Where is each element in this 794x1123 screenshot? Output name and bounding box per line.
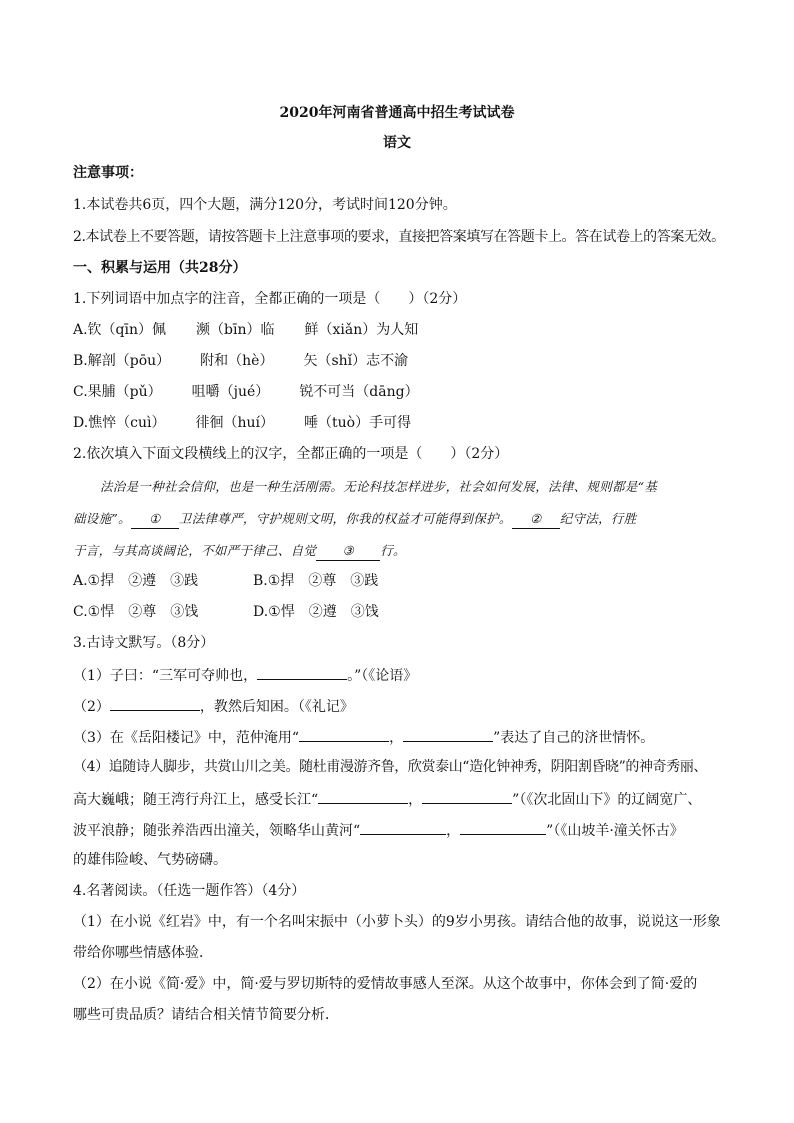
item-text: （2）	[73, 699, 110, 715]
section-heading: 一、积累与运用（共28分）	[73, 260, 247, 276]
answer-blank	[422, 789, 512, 804]
option-part: ②尊	[128, 604, 157, 620]
item-text: ，教然后知困。（《礼记》	[199, 699, 354, 715]
q2-options-row	[73, 603, 379, 621]
answer-blank	[403, 727, 493, 742]
option-part: B.解剖（pōu）	[73, 353, 171, 369]
q3-item-2	[73, 696, 354, 716]
note-item: 2.本试卷上不要答题，请按答题卡上注意事项的要求，直接把答案填写在答题卡上。答在试卷上的答案无效。	[73, 229, 725, 245]
q3-item-4-line: （4）追随诗人脚步，共赏山川之美。随杜甫漫游齐鲁，欣赏泰山“造化钟神秀，阴阳割昏晓”的神奇秀丽、	[73, 759, 708, 775]
answer-blank	[110, 696, 200, 711]
answer-blank	[360, 820, 446, 835]
q1-option-d	[73, 414, 411, 432]
blank-number: ③	[316, 542, 380, 561]
option-part: ③饯	[350, 604, 379, 620]
answer-blank	[257, 665, 347, 680]
option-part: ②遵	[128, 573, 157, 589]
passage-text: 行。	[380, 543, 406, 558]
item-text: ，	[408, 792, 423, 808]
option-part: 附和（hè）	[200, 353, 274, 369]
option-part: ③饯	[170, 604, 199, 620]
option-part: 咀嚼（jué）	[191, 384, 270, 400]
blank-number: ①	[131, 510, 179, 529]
option-part: ③践	[170, 573, 199, 589]
passage-text: 于言，与其高谈阔论，不如严于律己、自觉	[73, 543, 317, 558]
item-text: （1）子曰：“三军可夺帅也，	[73, 668, 258, 684]
item-text: ”表达了自己的济世情怀。	[493, 730, 655, 746]
option-part: B.①捍	[253, 573, 295, 589]
passage-line	[73, 510, 637, 529]
item-text: ，	[389, 730, 404, 746]
option-part: D.①悍	[253, 604, 295, 620]
option-part: ②尊	[308, 573, 337, 589]
notes-heading: 注意事项：	[73, 165, 143, 181]
passage-line	[73, 542, 406, 561]
question-1-stem: 1.下列词语中加点字的注音，全都正确的一项是（ ）（2分）	[73, 291, 467, 307]
item-text: ”（《山坡羊·潼关怀古》	[546, 823, 684, 839]
item-text: 高大巍峨；随王湾行舟江上，感受长江“	[73, 792, 319, 808]
item-text: 波平浪静；随张养浩西出潼关，领略华山黄河“	[73, 823, 361, 839]
option-cell	[73, 572, 253, 590]
option-part: 濒（bīn）临	[196, 322, 275, 338]
option-part: ②遵	[308, 604, 337, 620]
option-cell	[73, 603, 253, 621]
answer-blank	[460, 820, 546, 835]
item-text: ”（《次北固山下》的辽阔宽广、	[512, 792, 702, 808]
answer-blank	[318, 789, 408, 804]
item-text: （3）在《岳阳楼记》中，范仲淹用“	[73, 730, 300, 746]
passage-text: 纪守法，行胜	[559, 511, 637, 526]
question-4-stem: 4.名著阅读。（任选一题作答）（4分）	[73, 883, 306, 899]
note-item: 1.本试卷共6页，四个大题，满分120分，考试时间120分钟。	[73, 197, 457, 213]
passage-line: 法治是一种社会信仰，也是一种生活刚需。无论科技怎样进步，社会如何发展，法律、规则都是“基	[100, 479, 658, 494]
option-part: 唾（tuò）手可得	[304, 415, 412, 431]
blank-number: ②	[512, 510, 560, 529]
option-part: D.憔悴（cuì）	[73, 415, 166, 431]
q3-item-1	[73, 665, 417, 685]
q4-item-line: 带给你哪些情感体验．	[73, 945, 213, 961]
question-2-stem: 2.依次填入下面文段横线上的汉字，全都正确的一项是（ ）（2分）	[73, 446, 509, 462]
q3-item-3	[73, 727, 654, 747]
option-part: 徘徊（huí）	[195, 415, 275, 431]
q1-option-c	[73, 383, 419, 401]
item-text: 。”（《论语》	[347, 668, 418, 684]
option-part: ③践	[350, 573, 379, 589]
option-part: C.①悍	[73, 604, 115, 620]
option-part: 鲜（xiǎn）为人知	[304, 322, 419, 338]
q4-item-line: （1）在小说《红岩》中，有一个名叫宋振中（小萝卜头）的9岁小男孩。请结合他的故事，说说这一形象	[73, 914, 721, 930]
passage-text: 础设施”。	[73, 511, 131, 526]
q2-options-row	[73, 572, 378, 590]
option-part: A.钦（qīn）佩	[73, 322, 167, 338]
answer-blank	[299, 727, 389, 742]
q3-item-4-line	[73, 820, 684, 840]
item-text: ，	[446, 823, 461, 839]
subject-title: 语文	[383, 135, 411, 151]
q4-item-line: （2）在小说《简·爱》中，简·爱与罗切斯特的爱情故事感人至深。从这个故事中，你体会到了简·爱的	[73, 976, 698, 992]
q1-option-a	[73, 321, 418, 339]
q4-item-line: 哪些可贵品质？请结合相关情节简要分析．	[73, 1007, 339, 1023]
passage-text: 卫法律尊严，守护规则文明，你我的权益才可能得到保护。	[178, 511, 512, 526]
q3-item-4-line	[73, 789, 701, 809]
exam-title: 2020年河南省普通高中招生考试试卷	[279, 105, 515, 121]
option-part: 矢（shǐ）志不渝	[303, 353, 409, 369]
question-3-stem: 3.古诗文默写。（8分）	[73, 635, 215, 651]
option-part: C.果脯（pǔ）	[73, 384, 162, 400]
option-part: 锐不可当（dāng）	[299, 384, 419, 400]
q3-item-4-line: 的雄伟险峻、气势磅礴。	[73, 852, 227, 868]
q1-option-b	[73, 352, 408, 370]
option-part: A.①捍	[73, 573, 115, 589]
